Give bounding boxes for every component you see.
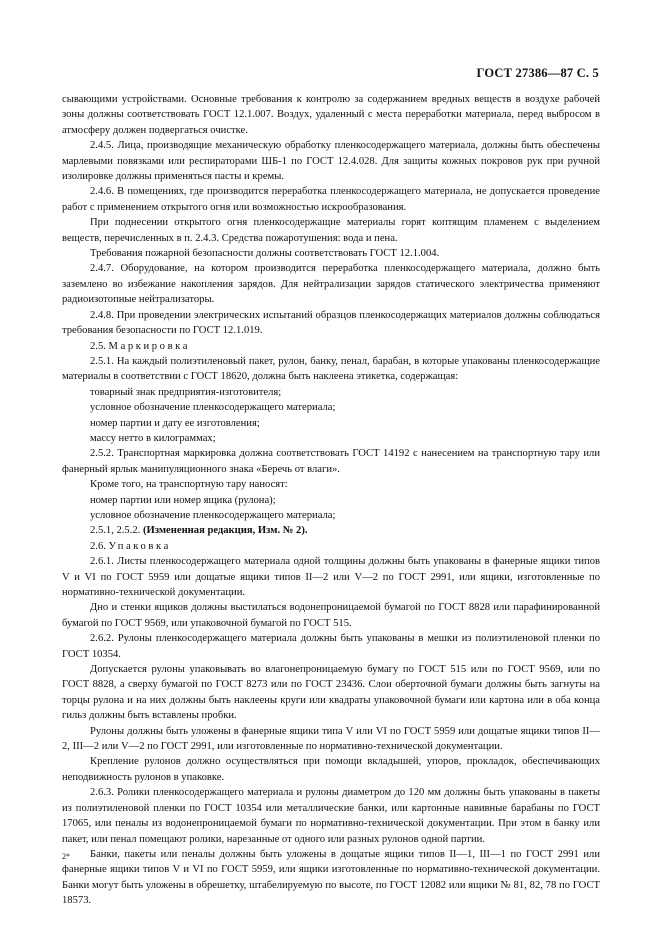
document-body xyxy=(62,92,600,909)
paragraph: Крепление рулонов должно осуществляться при помощи вкладышей, упоров, прокладок, обеспечивающих неподвижность рулонов в упаковке. xyxy=(62,756,600,783)
paragraph: При поднесении открытого огня пленкосодержащие материалы горят коптящим пламенем с выделением веществ, перечисленных в п. 2.4.3. Средства пожаротушения: вода и пена. xyxy=(62,217,600,244)
paragraph: Дно и стенки ящиков должны выстилаться водонепроницаемой бумагой по ГОСТ 8828 или парафинированной бумагой по ГОСТ 9569, или упаковочной бумагой по ГОСТ 515. xyxy=(62,602,600,629)
list-item: условное обозначение пленкосодержащего материала; xyxy=(90,402,336,414)
list-item: номер партии и дату ее изготовления; xyxy=(90,417,260,429)
paragraph: сывающими устройствами. Основные требования к контролю за содержанием вредных веществ в воздухе рабочей зоны должны соответствовать ГОСТ 12.1.007. Воздух, удаленный с места переработки материала, перед выбросом в атмосферу должен подвергаться очистке. xyxy=(62,94,600,136)
section-number: 2.6. xyxy=(90,540,109,552)
paragraph: 2.4.5. Лица, производящие механическую обработку пленкосодержащего материала, должны быть обеспечены марлевыми повязками или респираторами ШБ-1 по ГОСТ 12.4.028. Для защиты кожных покровов рук при ручной изолировке должны применяться пасты и кремы. xyxy=(62,140,600,183)
paragraph: Рулоны должны быть уложены в фанерные ящики типа V или VI по ГОСТ 5959 или дощатые ящики типов II—2, III—2 или V—2 по ГОСТ 2991, или изготовленные по нормативно-технической документации. xyxy=(62,725,600,753)
section-number: 2.5.1, 2.5.2. xyxy=(90,525,143,537)
paragraph: 2.4.6. В помещениях, где производится переработка пленкосодержащего материала, не допускается проведение работ с применением открытого огня или возможностью искрообразования. xyxy=(62,186,600,213)
paragraph: 2.5.1. На каждый полиэтиленовый пакет, рулон, банку, пенал, барабан, в которые упакованы пленкосодержащие материалы в соответствии с ГОСТ 18620, должна быть наклеена этикетка, содержащая: xyxy=(62,355,600,383)
page-header: ГОСТ 27386—87 С. 5 xyxy=(476,66,599,80)
paragraph: 2.6.3. Ролики пленкосодержащего материала и рулоны диаметром до 120 мм должны быть упакованы в пакеты из полиэтиленовой пленки по ГОСТ 10354 или металлические банки, или картонные навивные барабаны по ГОСТ 17065, или пеналы из водонепроницаемой бумаги по нормативно-технической документации. При этом в банку или пакет, или пенал помещают ролики, нарезанные от одного или разных рулонов одной партии. xyxy=(62,787,600,845)
paragraph: Банки, пакеты или пеналы должны быть уложены в дощатые ящики типов II—1, III—1 по ГОСТ 2991 или фанерные ящики типов V и VI по ГОСТ 5959, или ящики изготовленные по нормативно-технической документации. Банки могут быть уложены в обрешетку, штабелируемую по высоте, по ГОСТ 12082 или ящики № 81, 82, 78 по ГОСТ 18573. xyxy=(62,848,600,907)
list-item: товарный знак предприятия-изготовителя; xyxy=(90,386,282,398)
section-heading: Маркировка xyxy=(108,340,191,352)
paragraph: 2.6.2. Рулоны пленкосодержащего материала должны быть упакованы в мешки из полиэтиленовой пленки по ГОСТ 10354. xyxy=(62,633,600,660)
section-number: 2.5. xyxy=(90,340,109,352)
paragraph: Допускается рулоны упаковывать во влагонепроницаемую бумагу по ГОСТ 515 или по ГОСТ 9569, или по ГОСТ 8828, а сверху бумагой по ГОСТ 8273 или по ГОСТ 23436. Слои оберточной бумаги должны быть загнуты на торцы рулона и на них должны быть наклеены круги или квадраты упаковочной бумаги или картона или в оба конца гильз должны быть вставлены пробки. xyxy=(62,664,600,722)
list-item: массу нетто в килограммах; xyxy=(90,432,216,444)
paragraph: 2.4.7. Оборудование, на котором производится переработка пленкосодержащего материала, должно быть заземлено во избежание накопления зарядов. Для нейтрализации зарядов статического электричества применяют радиоизотопные нейтрализаторы. xyxy=(62,263,600,306)
list-item: условное обозначение пленкосодержащего материала; xyxy=(90,509,336,521)
page-footer-mark: 2* xyxy=(62,852,70,861)
paragraph: Требования пожарной безопасности должны соответствовать ГОСТ 12.1.004. xyxy=(90,248,440,260)
amendment-note: (Измененная редакция, Изм. № 2). xyxy=(142,525,308,537)
paragraph: 2.5.2. Транспортная маркировка должна соответствовать ГОСТ 14192 с нанесением на транспортную тару или фанерный ярлык манипуляционного знака «Беречь от влаги». xyxy=(62,448,600,475)
paragraph xyxy=(62,339,600,354)
list-item: Кроме того, на транспортную тару наносят: xyxy=(90,479,288,491)
list-item xyxy=(62,523,600,538)
paragraph: 2.6.1. Листы пленкосодержащего материала одной толщины должны быть упакованы в фанерные ящики типов V и VI по ГОСТ 5959 или дощатые ящики типов II—2 или V—2 по ГОСТ 2991, или ящики, изготовленные по нормативно-технической документации. xyxy=(62,556,600,598)
paragraph xyxy=(62,539,600,554)
section-heading: Упаковка xyxy=(108,540,171,552)
paragraph: 2.4.8. При проведении электрических испытаний образцов пленкосодержащих материалов должны соблюдаться требования безопасности по ГОСТ 12.1.019. xyxy=(62,309,600,337)
list-item: номер партии или номер ящика (рулона); xyxy=(90,494,276,506)
